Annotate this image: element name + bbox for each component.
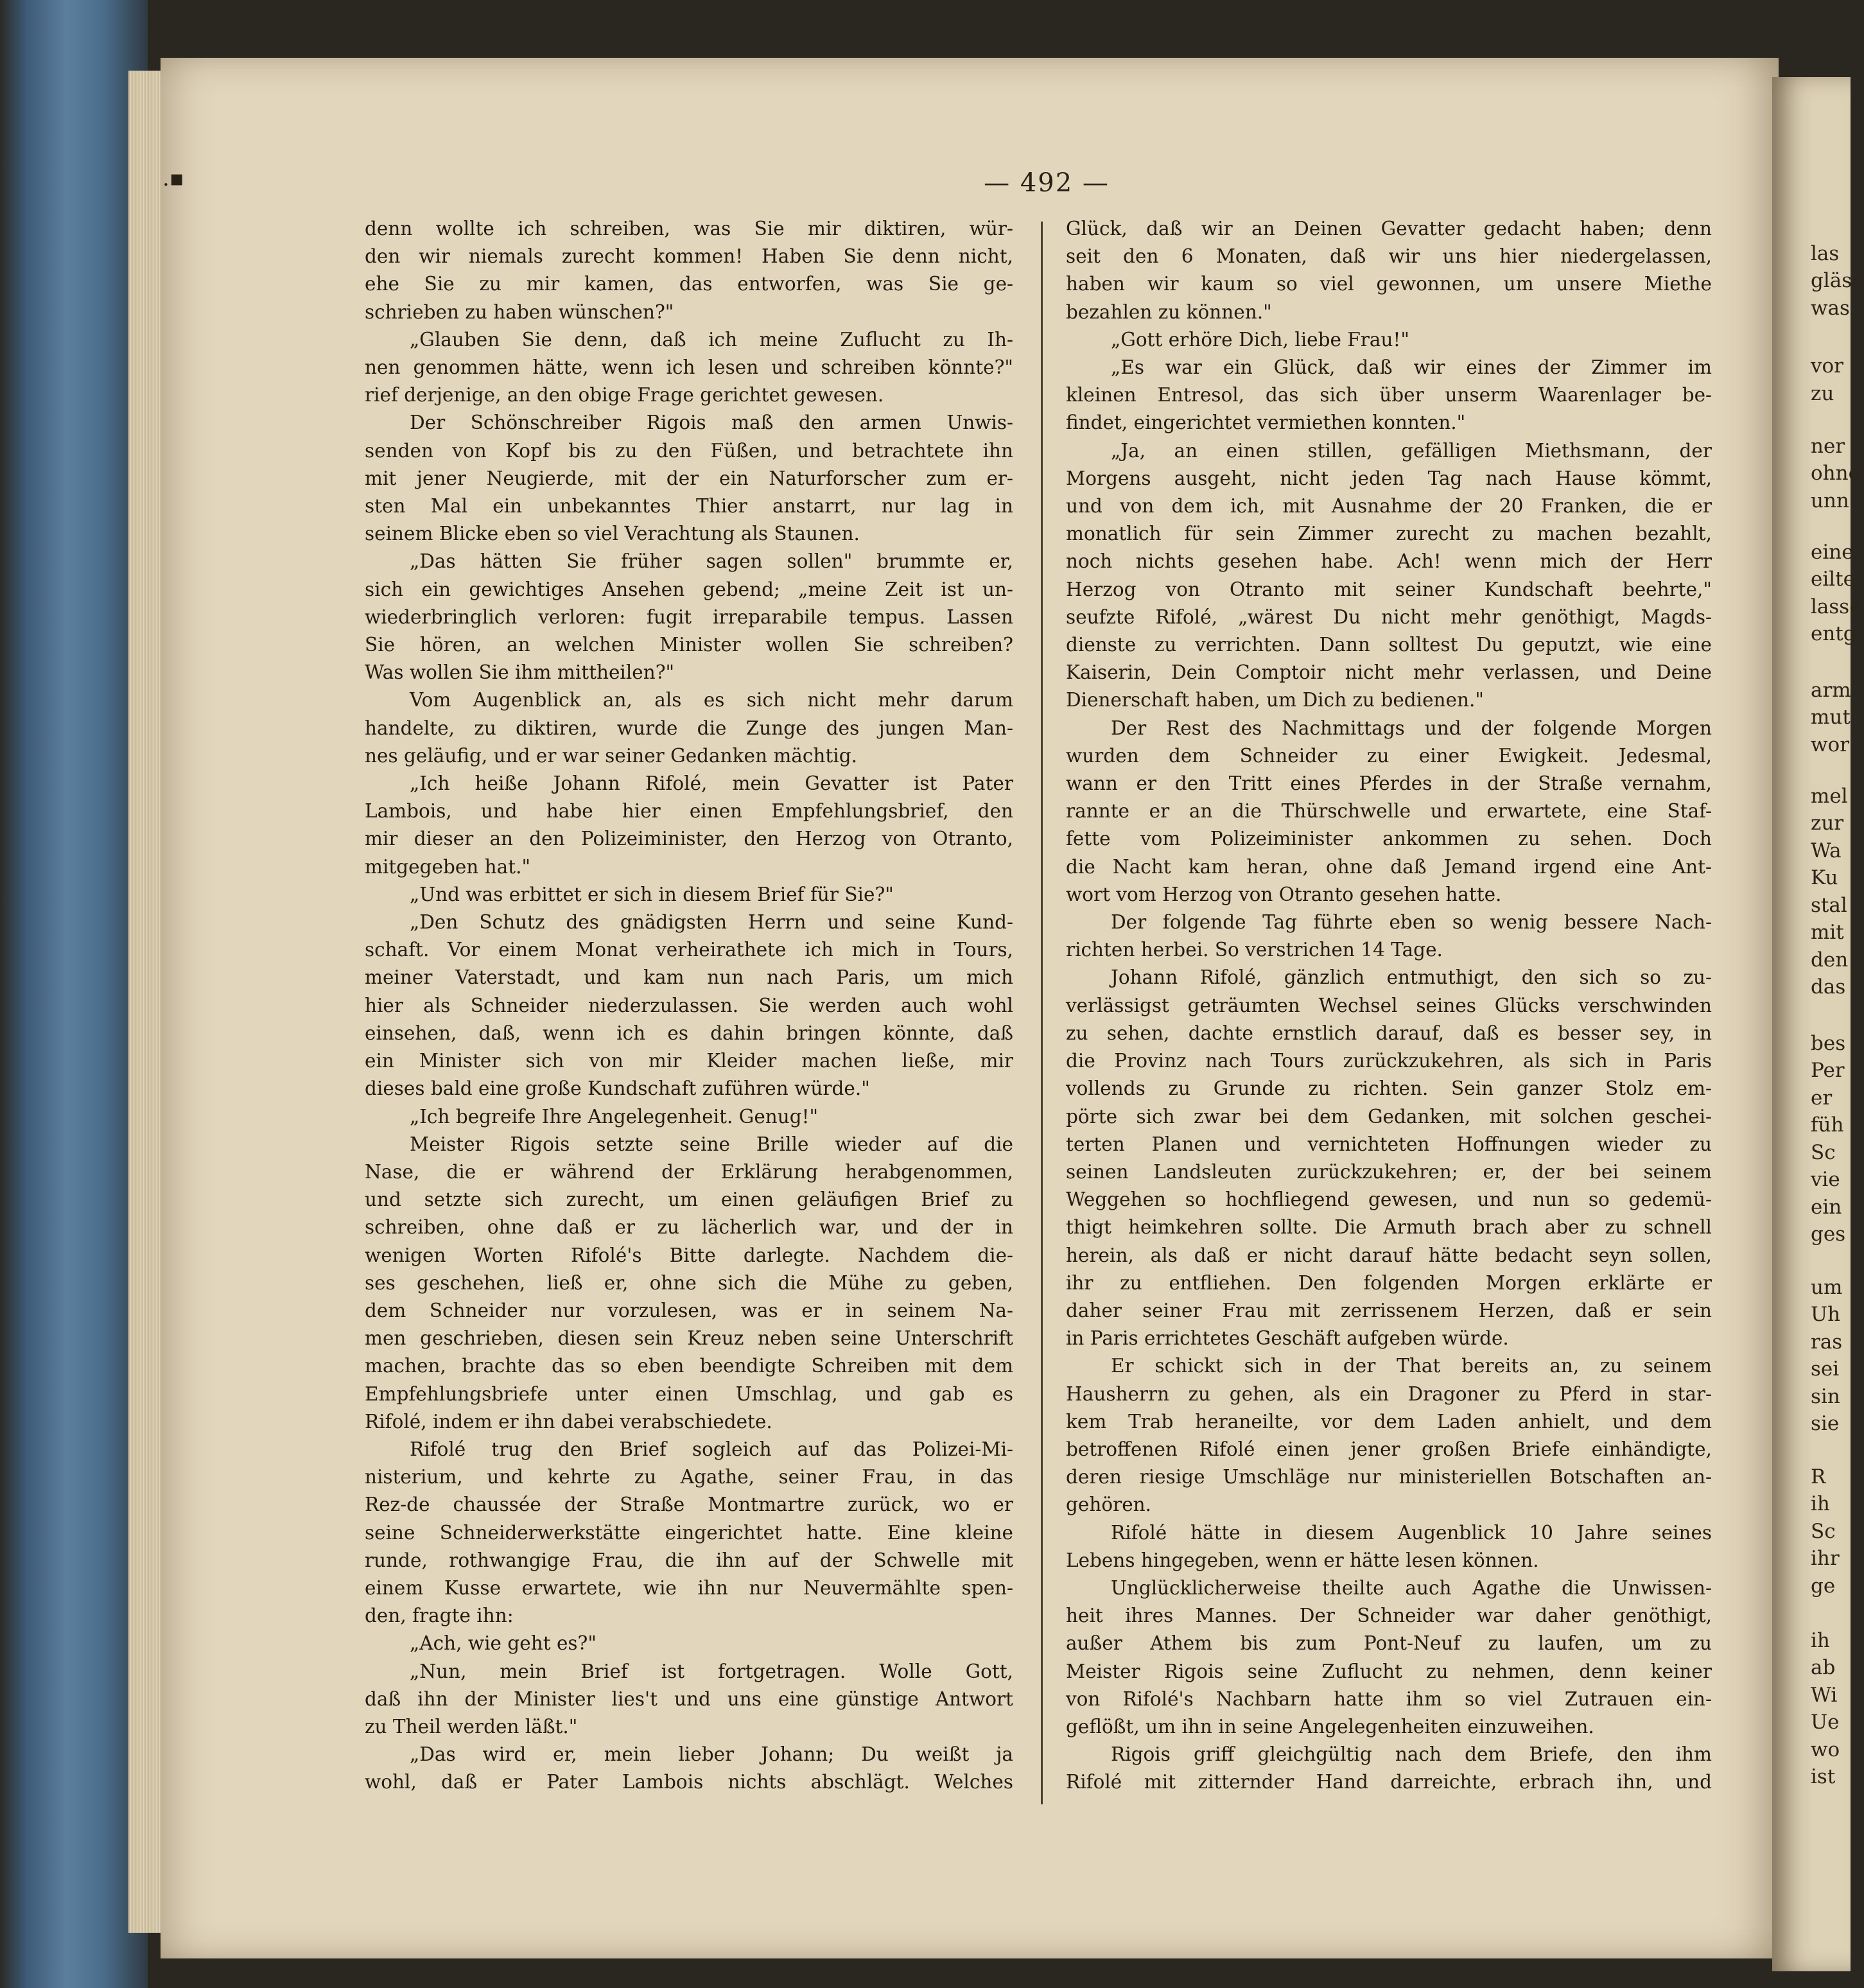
text-line: „Und was erbittet er sich in diesem Brief für Sie?": [410, 883, 894, 905]
text-line: findet, eingerichtet vermiethen konnten.": [1066, 412, 1466, 434]
next-page-fragment: unn: [1811, 489, 1849, 512]
text-line: Rez-de chaussée der Straße Montmartre zurück, wo er: [365, 1494, 1013, 1516]
text-line: schaft. Vor einem Monat verheirathete ich mich in Tours,: [365, 939, 1013, 961]
text-line: „Es war ein Glück, daß wir eines der Zimmer im: [1111, 356, 1712, 379]
next-page-fragment: das: [1811, 975, 1846, 998]
text-line: seine Schneiderwerkstätte eingerichtet hatte. Eine kleine: [365, 1521, 1013, 1544]
text-line: Nase, die er während der Erklärung herabgenommen,: [365, 1160, 1013, 1183]
text-line: „Ich begreife Ihre Angelegenheit. Genug!": [410, 1105, 819, 1128]
text-line: ein Minister sich von mir Kleider machen ließe, mir: [365, 1050, 1013, 1072]
text-line: „Den Schutz des gnädigsten Herrn und seine Kund-: [410, 911, 1013, 934]
text-line: Rifolé mit zitternder Hand darreichte, erbrach ihn, und: [1066, 1771, 1712, 1793]
text-line: „Gott erhöre Dich, liebe Frau!": [1111, 328, 1409, 351]
text-line: die Provinz nach Tours zurückzukehren, als sich in Paris: [1066, 1050, 1712, 1072]
text-line: Der Schönschreiber Rigois maß den armen Unwis-: [410, 412, 1013, 434]
next-page-fragment: vor: [1811, 354, 1843, 378]
text-line: vollends zu Grunde zu richten. Sein ganzer Stolz em-: [1066, 1077, 1712, 1100]
next-page-fragment: ab: [1811, 1656, 1836, 1679]
book-cover: [0, 0, 148, 1988]
text-line: runde, rothwangige Frau, die ihn auf der Schwelle mit: [365, 1549, 1013, 1571]
text-line: außer Athem bis zum Pont-Neuf zu laufen, um zu: [1066, 1632, 1712, 1655]
text-line: in Paris errichtetes Geschäft aufgeben würde.: [1066, 1327, 1509, 1350]
next-page-fragment: ist: [1811, 1765, 1836, 1788]
text-line: Weggehen so hochfliegend gewesen, und nun so gedemü-: [1066, 1189, 1712, 1211]
next-page-fragment: ges: [1811, 1223, 1846, 1246]
text-line: Rifolé, indem er ihn dabei verabschiedete.: [365, 1410, 772, 1433]
text-line: fette vom Polizeiminister ankommen zu sehen. Doch: [1066, 828, 1712, 850]
text-line: Morgens ausgeht, nicht jeden Tag nach Hause kömmt,: [1066, 467, 1712, 489]
text-line: seit den 6 Monaten, daß wir uns hier niedergelassen,: [1066, 245, 1712, 268]
next-page-fragment: Ku: [1811, 866, 1838, 889]
text-line: daher seiner Frau mit zerrissenem Herzen, daß er sein: [1066, 1299, 1712, 1321]
next-page-fragment: füh: [1811, 1113, 1844, 1137]
text-line: Rigois griff gleichgültig nach dem Briefe, den ihm: [1111, 1743, 1712, 1766]
text-line: seufzte Rifolé, „wärest Du nicht mehr genöthigt, Magds-: [1066, 606, 1712, 628]
next-page-fragment: stal: [1811, 894, 1847, 917]
next-page-fragment: Sc: [1811, 1141, 1836, 1164]
text-line: und von dem ich, mit Ausnahme der 20 Franken, die er: [1066, 495, 1712, 518]
text-line: wort vom Herzog von Otranto gesehen hatte.: [1066, 883, 1502, 905]
text-line: rief derjenige, an den obige Frage gerichtet gewesen.: [365, 384, 884, 406]
next-page-fragment: mut: [1811, 706, 1851, 729]
text-line: seinem Blicke eben so viel Verachtung als Staunen.: [365, 523, 860, 545]
text-line: Sie hören, an welchen Minister wollen Sie schreiben?: [365, 634, 1013, 656]
text-line: herein, als daß er nicht darauf hätte bedacht seyn sollen,: [1066, 1244, 1712, 1266]
text-line: haben wir kaum so viel gewonnen, um unsere Miethe: [1066, 273, 1712, 295]
next-page-fragment: Wa: [1811, 839, 1842, 862]
next-page-fragment: Sc: [1811, 1520, 1836, 1543]
text-line: nisterium, und kehrte zu Agathe, seiner Frau, in das: [365, 1466, 1013, 1488]
text-line: Was wollen Sie ihm mittheilen?": [365, 661, 675, 684]
text-line: bezahlen zu können.": [1066, 301, 1272, 323]
text-line: schreiben, ohne daß er zu lächerlich war, und der in: [365, 1216, 1013, 1239]
next-page-fragment: sie: [1811, 1412, 1840, 1435]
next-page-fragment: was: [1811, 297, 1850, 320]
text-line: betroffenen Rifolé einen jener großen Briefe einhändigte,: [1066, 1438, 1712, 1460]
next-page-fragment: bes: [1811, 1032, 1846, 1055]
text-line: richten herbei. So verstrichen 14 Tage.: [1066, 939, 1443, 961]
text-line: deren riesige Umschläge nur ministeriellen Botschaften an-: [1066, 1466, 1712, 1488]
text-line: Meister Rigois seine Zuflucht zu nehmen, denn keiner: [1066, 1660, 1712, 1682]
text-line: Rifolé hätte in diesem Augenblick 10 Jahre seines: [1111, 1521, 1712, 1544]
text-line: sich ein gewichtiges Ansehen gebend; „meine Zeit ist un-: [365, 578, 1013, 600]
text-line: dieses bald eine große Kundschaft zuführen würde.": [365, 1077, 870, 1100]
text-line: hier als Schneider niederzulassen. Sie werden auch wohl: [365, 994, 1013, 1016]
next-page-fragment: ner: [1811, 435, 1845, 458]
text-line: Hausherrn zu gehen, als ein Dragoner zu Pferd in star-: [1066, 1382, 1712, 1405]
page-number: — 492 —: [984, 168, 1110, 198]
margin-mark: .▪: [162, 166, 184, 191]
text-line: nen genommen hätte, wenn ich lesen und schreiben könnte?": [365, 356, 1013, 379]
text-line: meiner Vaterstadt, und kam nun nach Paris, um mich: [365, 966, 1013, 989]
text-line: ses geschehen, ließ er, ohne sich die Mühe zu geben,: [365, 1271, 1013, 1294]
text-line: senden von Kopf bis zu den Füßen, und betrachtete ihn: [365, 439, 1013, 462]
text-line: mir dieser an den Polizeiminister, den Herzog von Otranto,: [365, 828, 1013, 850]
text-line: „Das wird er, mein lieber Johann; Du weißt ja: [410, 1743, 1013, 1766]
text-line: terten Planen und vernichteten Hoffnungen wieder zu: [1066, 1133, 1712, 1155]
text-line: die Nacht kam heran, ohne daß Jemand irgend eine Ant-: [1066, 855, 1712, 878]
text-line: thigt heimkehren sollte. Die Armuth brach aber zu schnell: [1066, 1216, 1712, 1239]
text-line: daß ihn der Minister lies't und uns eine günstige Antwort: [365, 1687, 1013, 1710]
next-page-fragment: ih: [1811, 1492, 1830, 1515]
next-page-fragment: ras: [1811, 1330, 1843, 1354]
text-line: men geschrieben, diesen sein Kreuz neben seine Unterschrift: [365, 1327, 1013, 1350]
text-line: Rifolé trug den Brief sogleich auf das Polizei-Mi-: [410, 1438, 1013, 1460]
next-page-fragment: mit: [1811, 921, 1844, 944]
next-page-fragment: zur: [1811, 812, 1844, 835]
next-page-fragment: ein: [1811, 1196, 1842, 1219]
next-page-fragment: eilte: [1811, 568, 1855, 591]
next-page-fragment: Uh: [1811, 1303, 1841, 1326]
next-page-fragment: lasse: [1811, 595, 1861, 618]
text-line: den wir niemals zurecht kommen! Haben Sie denn nicht,: [365, 245, 1013, 268]
text-line: Unglücklicherweise theilte auch Agathe die Unwissen-: [1111, 1576, 1712, 1599]
text-line: heit ihres Mannes. Der Schneider war daher genöthigt,: [1066, 1605, 1712, 1627]
next-page-fragment: Wi: [1811, 1684, 1838, 1707]
next-page-fragment: sei: [1811, 1357, 1840, 1381]
next-page-fragment: gläse: [1811, 269, 1864, 292]
next-page-fragment: zu: [1811, 382, 1834, 405]
text-line: den, fragte ihn:: [365, 1605, 514, 1627]
next-page-fragment: ohne: [1811, 462, 1860, 485]
text-line: Dienerschaft haben, um Dich zu bedienen.": [1066, 689, 1484, 711]
text-line: wohl, daß er Pater Lambois nichts abschlägt. Welches: [365, 1771, 1013, 1793]
text-line: rannte er an die Thürschwelle und erwartete, eine Staf-: [1066, 800, 1712, 823]
text-line: mitgegeben hat.": [365, 855, 531, 878]
text-line: noch nichts gesehen habe. Ach! wenn mich der Herr: [1066, 550, 1712, 573]
text-line: wann er den Tritt eines Pferdes in der Straße vernahm,: [1066, 772, 1712, 795]
text-line: Der folgende Tag führte eben so wenig bessere Nach-: [1111, 911, 1712, 934]
text-line: mit jener Neugierde, mit der ein Naturforscher zum er-: [365, 467, 1013, 489]
text-line: Empfehlungsbriefe unter einen Umschlag, und gab es: [365, 1382, 1013, 1405]
text-line: kleinen Entresol, das sich über unserm Waarenlager be-: [1066, 384, 1712, 406]
text-line: Johann Rifolé, gänzlich entmuthigt, den sich so zu-: [1111, 966, 1712, 989]
text-line: wiederbringlich verloren: fugit irreparabile tempus. Lassen: [365, 606, 1013, 628]
text-line: monatlich für sein Zimmer zurecht zu machen bezahlt,: [1066, 523, 1712, 545]
text-line: schrieben zu haben wünschen?": [365, 301, 674, 323]
next-page-fragment: er: [1811, 1086, 1833, 1110]
text-line: denn wollte ich schreiben, was Sie mir diktiren, wür-: [365, 218, 1013, 240]
text-line: pörte sich zwar bei dem Gedanken, mit solchen geschei-: [1066, 1105, 1712, 1128]
text-line: „Ach, wie geht es?": [410, 1632, 597, 1655]
next-page-fragment: eine: [1811, 541, 1854, 564]
text-line: handelte, zu diktiren, wurde die Zunge des jungen Man-: [365, 717, 1013, 739]
text-line: kem Trab heraneilte, vor dem Laden anhielt, und dem: [1066, 1410, 1712, 1433]
text-line: ihr zu entfliehen. Den folgenden Morgen erklärte er: [1066, 1271, 1712, 1294]
text-line: Er schickt sich in der That bereits an, zu seinem: [1111, 1355, 1712, 1377]
next-page-fragment: arm: [1811, 679, 1851, 702]
next-page-fragment: sin: [1811, 1385, 1840, 1408]
next-page-fragment: ihr: [1811, 1547, 1840, 1570]
text-line: „Ja, an einen stillen, gefälligen Miethsmann, der: [1111, 439, 1712, 462]
text-line: Meister Rigois setzte seine Brille wieder auf die: [410, 1133, 1013, 1155]
text-line: Lambois, und habe hier einen Empfehlungsbrief, den: [365, 800, 1013, 823]
text-line: Kaiserin, Dein Comptoir nicht mehr verlassen, und Deine: [1066, 661, 1712, 684]
next-page-fragment: ih: [1811, 1629, 1830, 1652]
next-page-fragment: um: [1811, 1276, 1843, 1299]
text-line: machen, brachte das so eben beendigte Schreiben mit dem: [365, 1355, 1013, 1377]
text-line: Lebens hingegeben, wenn er hätte lesen können.: [1066, 1549, 1539, 1571]
next-page-fragment: den: [1811, 948, 1849, 972]
text-line: einem Kusse erwartete, wie ihn nur Neuvermählte spen-: [365, 1576, 1013, 1599]
text-line: und setzte sich zurecht, um einen geläufigen Brief zu: [365, 1189, 1013, 1211]
text-line: dem Schneider nur vorzulesen, was er in seinem Na-: [365, 1299, 1013, 1321]
text-line: wenigen Worten Rifolé's Bitte darlegte. Nachdem die-: [365, 1244, 1013, 1266]
text-line: geflößt, um ihn in seine Angelegenheiten einzuweihen.: [1066, 1715, 1594, 1738]
next-page-fragment: mel: [1811, 785, 1848, 808]
next-page-edge: [1772, 77, 1864, 1971]
text-line: „Nun, mein Brief ist fortgetragen. Wolle Gott,: [410, 1660, 1013, 1682]
text-line: verlässigst geträumten Wechsel seines Glücks verschwinden: [1066, 994, 1712, 1016]
next-page-fragment: vie: [1811, 1168, 1840, 1191]
next-page-fragment: ge: [1811, 1574, 1836, 1598]
text-line: ehe Sie zu mir kamen, das entworfen, was Sie ge-: [365, 273, 1013, 295]
text-line: nes geläufig, und er war seiner Gedanken mächtig.: [365, 744, 857, 767]
next-page-fragment: wo: [1811, 1738, 1840, 1761]
next-page-fragment: Ue: [1811, 1711, 1840, 1734]
text-line: Herzog von Otranto mit seiner Kundschaft beehrte,": [1066, 578, 1712, 600]
next-page-fragment: las: [1811, 242, 1840, 265]
next-page-fragment: wor: [1811, 733, 1850, 756]
left-column: [365, 215, 1013, 1797]
text-line: „Glauben Sie denn, daß ich meine Zuflucht zu Ih-: [410, 328, 1013, 351]
text-line: gehören.: [1066, 1494, 1152, 1516]
text-line: Glück, daß wir an Deinen Gevatter gedacht haben; denn: [1066, 218, 1712, 240]
text-line: „Ich heiße Johann Rifolé, mein Gevatter ist Pater: [410, 772, 1013, 795]
next-page-fragment: R: [1811, 1465, 1826, 1488]
column-divider: [1041, 222, 1043, 1804]
text-line: einsehen, daß, wenn ich es dahin bringen könnte, daß: [365, 1022, 1013, 1044]
text-line: dienste zu verrichten. Dann solltest Du geputzt, wie eine: [1066, 634, 1712, 656]
text-line: „Das hätten Sie früher sagen sollen" brummte er,: [410, 550, 1013, 573]
text-line: zu sehen, dachte ernstlich darauf, daß es besser sey, in: [1066, 1022, 1712, 1044]
text-line: wurden dem Schneider zu einer Ewigkeit. Jedesmal,: [1066, 744, 1712, 767]
text-line: zu Theil werden läßt.": [365, 1715, 578, 1738]
text-line: Der Rest des Nachmittags und der folgende Morgen: [1111, 717, 1712, 739]
text-line: sten Mal ein unbekanntes Thier anstarrt, nur lag in: [365, 495, 1013, 518]
text-line: seinen Landsleuten zurückzukehren; er, der bei seinem: [1066, 1160, 1712, 1183]
text-line: von Rifolé's Nachbarn hatte ihm so viel Zutrauen ein-: [1066, 1687, 1712, 1710]
next-page-fragment: Per: [1811, 1059, 1845, 1082]
text-line: Vom Augenblick an, als es sich nicht mehr darum: [410, 689, 1013, 711]
right-column: [1066, 215, 1712, 1797]
next-page-fragment: entg: [1811, 622, 1856, 645]
